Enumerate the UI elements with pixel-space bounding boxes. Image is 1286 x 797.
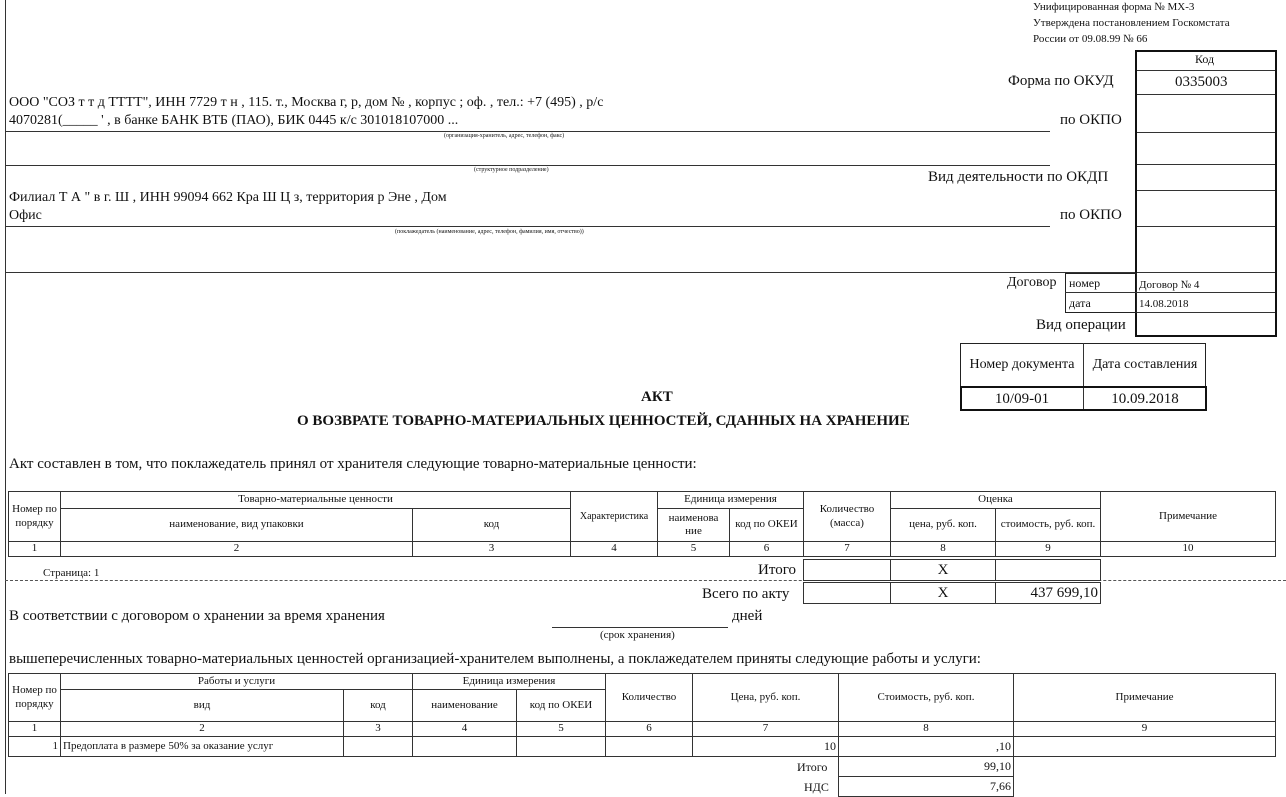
t1-vsego-label: Всего по акту (702, 586, 790, 602)
t2-row1-num: 1 (8, 736, 61, 757)
okpo2-label: по ОКПО (1060, 207, 1122, 223)
okdp-label: Вид деятельности по ОКДП (928, 169, 1109, 185)
t1-num-2: 2 (60, 541, 413, 557)
t2-row1-code (343, 736, 413, 757)
t2-row1-unit-okei (516, 736, 606, 757)
t2-row1-cost: ,10 (838, 736, 1014, 757)
t1-vsego-qty (803, 582, 891, 604)
t1-h-cost: стоимость, руб. коп. (995, 508, 1101, 542)
t2-row1-qty (605, 736, 693, 757)
t1-num-7: 7 (803, 541, 891, 557)
t2-num-3: 3 (343, 721, 413, 737)
form-header-line3: России от 09.08.99 № 66 (1033, 33, 1148, 45)
storage-days-label: дней (732, 608, 763, 624)
t1-h-unit: Единица измерения (657, 491, 804, 509)
codes-header: Код (1195, 52, 1215, 66)
subdivision-caption: (структурное подразделение) (474, 167, 549, 173)
contract-label: Договор (1007, 275, 1057, 290)
okud-value: 0335003 (1175, 74, 1228, 90)
contract-date-label: дата (1069, 296, 1091, 310)
form-header-line1: Унифицированная форма № МХ-3 (1033, 1, 1195, 13)
t2-nds-label: НДС (804, 780, 829, 794)
storage-caption: (срок хранения) (600, 629, 675, 641)
t2-num-7: 7 (692, 721, 839, 737)
t1-h-eval: Оценка (890, 491, 1101, 509)
t1-h-name: наименование, вид упаковки (60, 508, 413, 542)
depositor-line2: Офис (9, 208, 42, 223)
operation-label: Вид операции (1036, 317, 1126, 333)
t2-num-9: 9 (1013, 721, 1276, 737)
okud-label: Форма по ОКУД (1008, 73, 1114, 89)
depositor-line1: Филиал Т А " в г. Ш , ИНН 99094 662 Кра Ш Ц з, территория р Эне , Дом (9, 190, 447, 205)
form-header-line2: Утверждена постановлением Госкомстата (1033, 17, 1230, 29)
t1-h-char: Характеристика (570, 491, 658, 542)
t2-num-2: 2 (60, 721, 344, 737)
t1-itogo-qty (803, 559, 891, 581)
t2-row1-price: 10 (692, 736, 839, 757)
t2-h-num: Номер по порядку (8, 673, 61, 722)
t1-h-num: Номер по порядку (8, 491, 61, 542)
t1-h-unit-okei: код по ОКЕИ (729, 508, 804, 542)
t1-h-code: код (412, 508, 571, 542)
contract-date-value: 14.08.2018 (1139, 298, 1189, 310)
title-akt: АКТ (641, 389, 673, 405)
t1-h-unit-name: наименова ние (657, 508, 730, 542)
t2-nds-value: 7,66 (838, 776, 1014, 797)
org-caption: (организация-хранитель, адрес, телефон, факс) (444, 133, 565, 139)
doc-date-value: 10.09.2018 (1111, 390, 1179, 407)
t2-num-1: 1 (8, 721, 61, 737)
doc-num-value: 10/09-01 (994, 390, 1050, 407)
t1-num-4: 4 (570, 541, 658, 557)
t2-h-qty: Количество (605, 673, 693, 722)
t1-num-5: 5 (657, 541, 730, 557)
t1-num-6: 6 (729, 541, 804, 557)
t1-h-note: Примечание (1100, 491, 1276, 542)
t2-row1-unit-name (412, 736, 517, 757)
depositor-caption: (поклажедатель (наименование, адрес, телефон, фамилия, имя, отчество)) (395, 229, 584, 235)
org-line2: 4070281(_____ ' , в банке БАНК ВТБ (ПАО), БИК 0445 к/с 301018107000 ... (9, 113, 459, 128)
intro-text: Акт составлен в том, что поклажедатель принял от хранителя следующие товарно-материальные ценности: (9, 456, 697, 472)
org-line1: ООО "СОЗ т т д ТТТТ", ИНН 7729 т н , 115. т., Москва г, р, дом № , корпус ; оф. , тел.: +7 (495) , р/с (9, 95, 604, 110)
t2-h-code: код (343, 689, 413, 722)
doc-date-header: Дата составления (1092, 356, 1198, 372)
t1-h-price: цена, руб. коп. (890, 508, 996, 542)
t2-h-unit: Единица измерения (412, 673, 606, 690)
t2-h-price: Цена, руб. коп. (692, 673, 839, 722)
t2-h-note: Примечание (1013, 673, 1276, 722)
t2-num-6: 6 (605, 721, 693, 737)
t2-itogo-label: Итого (797, 760, 828, 774)
t1-itogo-label: Итого (758, 562, 796, 578)
storage-text: В соответствии с договором о хранении за время хранения (9, 608, 385, 624)
title-main: О ВОЗВРАТЕ ТОВАРНО-МАТЕРИАЛЬНЫХ ЦЕННОСТЕЙ, СДАННЫХ НА ХРАНЕНИЕ (297, 413, 910, 429)
page-left-border (5, 0, 6, 794)
t2-h-works: Работы и услуги (60, 673, 413, 690)
t1-num-1: 1 (8, 541, 61, 557)
t2-num-8: 8 (838, 721, 1014, 737)
t1-num-9: 9 (995, 541, 1101, 557)
t1-h-tmc: Товарно-материальные ценности (60, 491, 571, 509)
t2-itogo-value: 99,10 (838, 756, 1014, 777)
t1-itogo-x: X (890, 559, 996, 581)
t2-h-type: вид (60, 689, 344, 722)
t2-row1-note (1013, 736, 1276, 757)
contract-number-value: Договор № 4 (1139, 279, 1200, 291)
t2-row1-text: Предоплата в размере 50% за оказание услуг (60, 736, 344, 757)
contract-number-label: номер (1069, 276, 1101, 290)
doc-num-header: Номер документа (969, 356, 1075, 372)
t2-h-unit-okei: код по ОКЕИ (516, 689, 606, 722)
t1-itogo-cost (995, 559, 1101, 581)
t2-num-5: 5 (516, 721, 606, 737)
okpo-label: по ОКПО (1060, 112, 1122, 128)
t1-vsego-x: X (890, 582, 996, 604)
t1-num-8: 8 (890, 541, 996, 557)
services-intro: вышеперечисленных товарно-материальных ценностей организацией-хранителем выполнены, а поклажедателем приняты следующие работы и услуги: (9, 651, 981, 667)
t1-num-10: 10 (1100, 541, 1276, 557)
t1-vsego-value: 437 699,10 (995, 582, 1101, 604)
t2-h-unit-name: наименование (412, 689, 517, 722)
t2-num-4: 4 (412, 721, 517, 737)
t2-h-cost: Стоимость, руб. коп. (838, 673, 1014, 722)
t1-num-3: 3 (412, 541, 571, 557)
storage-days-underline (552, 627, 728, 628)
t1-h-qty: Количество (масса) (803, 491, 891, 542)
t1-page: Страница: 1 (43, 567, 100, 579)
